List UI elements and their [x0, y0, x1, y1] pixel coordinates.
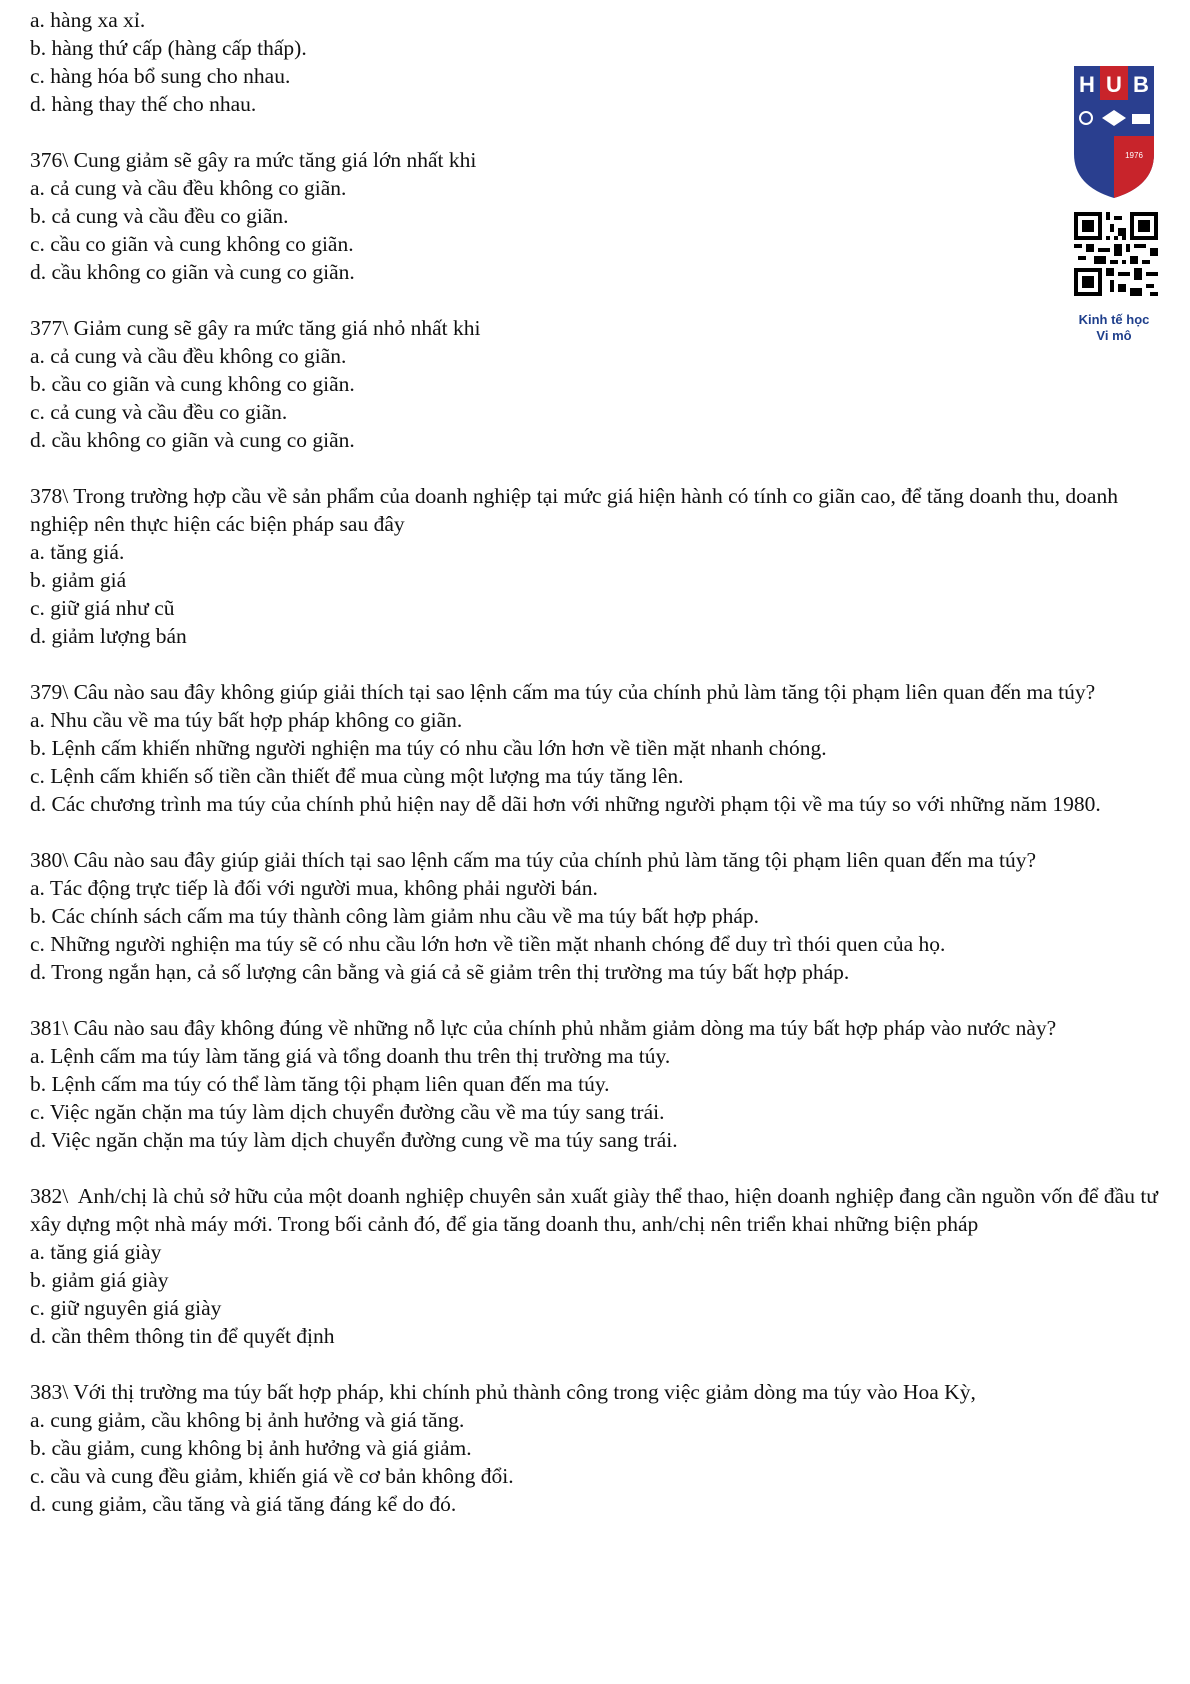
question-block	[30, 1014, 1170, 1154]
option-c: c. Việc ngăn chặn ma túy làm dịch chuyển đường cầu về ma túy sang trái.	[30, 1100, 665, 1124]
option-c: c. Những người nghiện ma túy sẽ có nhu cầu lớn hơn về tiền mặt nhanh chóng để duy trì thói quen của họ.	[30, 932, 946, 956]
option-c: c. giữ nguyên giá giày	[30, 1296, 222, 1320]
option-c: c. Lệnh cấm khiến số tiền cần thiết để mua cùng một lượng ma túy tăng lên.	[30, 764, 684, 788]
question-block	[30, 678, 1170, 818]
option-b: b. hàng thứ cấp (hàng cấp thấp).	[30, 36, 307, 60]
question-text: 380\ Câu nào sau đây giúp giải thích tại sao lệnh cấm ma túy của chính phủ làm tăng tội phạm liên quan đến ma túy?	[30, 848, 1037, 872]
caption-line-1: Kinh tế học	[1078, 312, 1150, 327]
option-b: b. cầu co giãn và cung không co giãn.	[30, 372, 355, 396]
option-a: a. hàng xa xỉ.	[30, 8, 146, 32]
question-text: 381\ Câu nào sau đây không đúng về những nỗ lực của chính phủ nhằm giảm dòng ma túy bất hợp pháp vào nước này?	[30, 1016, 1057, 1040]
logo-red-panel	[1114, 136, 1154, 198]
option-d: d. cần thêm thông tin để quyết định	[30, 1324, 335, 1348]
logo-year: 1976	[1125, 151, 1143, 160]
document-body	[30, 6, 1170, 1546]
option-c: c. hàng hóa bổ sung cho nhau.	[30, 64, 291, 88]
option-a: a. tăng giá giày	[30, 1240, 162, 1264]
option-a: a. cả cung và cầu đều không co giãn.	[30, 176, 347, 200]
option-b: b. giảm giá	[30, 568, 127, 592]
option-b: b. Lệnh cấm ma túy có thể làm tăng tội phạm liên quan đến ma túy.	[30, 1072, 610, 1096]
caption-line-2: Vi mô	[1096, 328, 1132, 343]
logo-letter-u: U	[1106, 72, 1122, 97]
question-block	[30, 1378, 1170, 1518]
option-d: d. Việc ngăn chặn ma túy làm dịch chuyển đường cung về ma túy sang trái.	[30, 1128, 678, 1152]
option-d: d. cung giảm, cầu tăng và giá tăng đáng kể do đó.	[30, 1492, 457, 1516]
option-a: a. Tác động trực tiếp là đối với người mua, không phải người bán.	[30, 876, 598, 900]
option-d: d. giảm lượng bán	[30, 624, 187, 648]
option-b: b. Các chính sách cấm ma túy thành công làm giảm nhu cầu về ma túy bất hợp pháp.	[30, 904, 760, 928]
option-d: d. cầu không co giãn và cung co giãn.	[30, 260, 355, 284]
question-text: 376\ Cung giảm sẽ gây ra mức tăng giá lớn nhất khi	[30, 148, 477, 172]
option-d: d. hàng thay thế cho nhau.	[30, 92, 257, 116]
option-a: a. cung giảm, cầu không bị ảnh hưởng và giá tăng.	[30, 1408, 465, 1432]
question-text: 378\ Trong trường hợp cầu về sản phẩm của doanh nghiệp tại mức giá hiện hành có tính co giãn cao, để tăng doanh thu, doanh nghiệp nên thực hiện các biện pháp sau đây	[30, 484, 1124, 536]
option-d: d. Trong ngắn hạn, cả số lượng cân bằng và giá cả sẽ giảm trên thị trường ma túy bất hợp pháp.	[30, 960, 850, 984]
qr-code-icon	[1074, 212, 1158, 296]
option-d: d. cầu không co giãn và cung co giãn.	[30, 428, 355, 452]
question-block	[30, 846, 1170, 986]
option-a: a. Lệnh cấm ma túy làm tăng giá và tổng doanh thu trên thị trường ma túy.	[30, 1044, 671, 1068]
question-text: 379\ Câu nào sau đây không giúp giải thích tại sao lệnh cấm ma túy của chính phủ làm tăng tội phạm liên quan đến ma túy?	[30, 680, 1096, 704]
logo-letter-b: B	[1133, 72, 1149, 97]
option-a: a. cả cung và cầu đều không co giãn.	[30, 344, 347, 368]
option-c: c. cả cung và cầu đều co giãn.	[30, 400, 288, 424]
option-c: c. cầu co giãn và cung không co giãn.	[30, 232, 354, 256]
question-block	[30, 146, 1170, 286]
option-b: b. cầu giảm, cung không bị ảnh hưởng và giá giảm.	[30, 1436, 472, 1460]
option-b: b. Lệnh cấm khiến những người nghiện ma túy có nhu cầu lớn hơn về tiền mặt nhanh chóng.	[30, 736, 827, 760]
question-block	[30, 1182, 1170, 1350]
option-a: a. tăng giá.	[30, 540, 125, 564]
continued-options	[30, 6, 1170, 118]
question-block	[30, 482, 1170, 650]
option-a: a. Nhu cầu về ma túy bất hợp pháp không co giãn.	[30, 708, 463, 732]
option-c: c. giữ giá như cũ	[30, 596, 175, 620]
option-b: b. cả cung và cầu đều co giãn.	[30, 204, 289, 228]
question-text: 377\ Giảm cung sẽ gây ra mức tăng giá nhỏ nhất khi	[30, 316, 481, 340]
sidebar-caption	[1060, 312, 1168, 344]
logo-building-icon	[1132, 114, 1150, 124]
question-text: 382\ Anh/chị là chủ sở hữu của một doanh nghiệp chuyên sản xuất giày thể thao, hiện doanh nghiệp đang cần nguồn vốn để đầu tư xây dựng một nhà máy mới. Trong bối cảnh đó, để gia tăng doanh thu, anh/chị nên triển khai những biện pháp	[30, 1184, 1164, 1236]
option-d: d. Các chương trình ma túy của chính phủ hiện nay dễ dãi hơn với những người phạm tội về ma túy so với những năm 1980.	[30, 792, 1101, 816]
option-c: c. cầu và cung đều giảm, khiến giá về cơ bản không đổi.	[30, 1464, 514, 1488]
logo-letter-h: H	[1079, 72, 1095, 97]
question-list	[30, 146, 1170, 1518]
question-text: 383\ Với thị trường ma túy bất hợp pháp, khi chính phủ thành công trong việc giảm dòng ma túy vào Hoa Kỳ,	[30, 1380, 976, 1404]
hub-university-logo	[1070, 62, 1158, 202]
option-b: b. giảm giá giày	[30, 1268, 169, 1292]
question-block	[30, 314, 1170, 454]
